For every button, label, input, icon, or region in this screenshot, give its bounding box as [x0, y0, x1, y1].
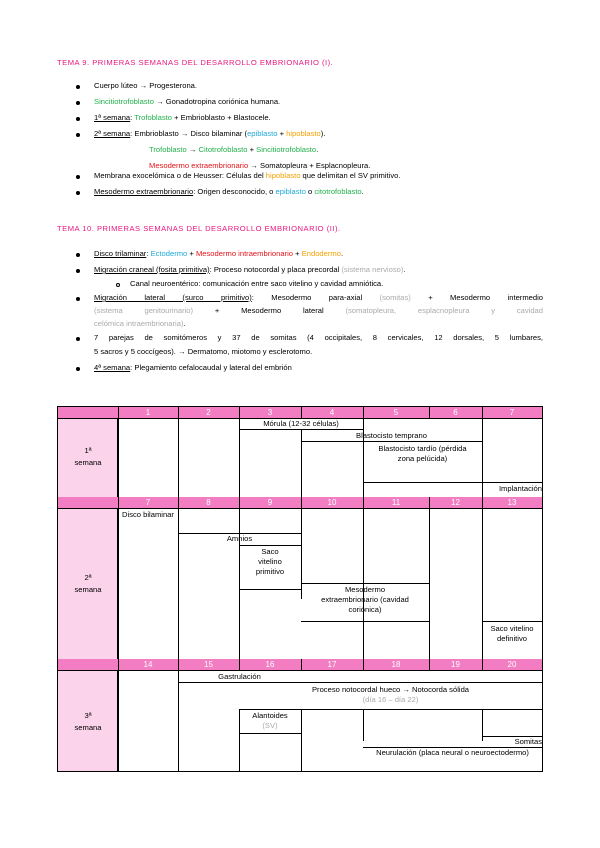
morula-cell: Mórula (12-32 células)	[263, 419, 339, 428]
day-number: 18	[391, 660, 401, 669]
bullet	[76, 133, 80, 137]
day-number: 2	[206, 408, 211, 417]
week1-label-line1: 1ª	[84, 446, 92, 455]
day-number: 8	[206, 498, 211, 507]
day-number: 15	[204, 660, 213, 669]
grid-line	[239, 709, 542, 710]
week3-label-line2: semana	[74, 723, 102, 732]
day-number: 14	[143, 660, 153, 669]
bullet	[76, 253, 80, 257]
grid-line	[239, 545, 301, 546]
day-number: 9	[267, 498, 273, 507]
grid-line	[239, 589, 301, 590]
grid-line	[301, 583, 429, 584]
week2-label-line2: semana	[74, 585, 102, 594]
day-number: 17	[327, 660, 337, 669]
tema9-title: TEMA 9. PRIMERAS SEMANAS DEL DESARROLLO EMBRIONARIO (I).	[57, 58, 334, 67]
grid-line	[363, 482, 542, 483]
grid-line	[118, 407, 119, 771]
day-number: 1	[145, 408, 151, 417]
bullet	[76, 367, 80, 371]
s10-line4a: Migración lateral (surco primitivo): Mesodermo para-axial (somitas) + Mesodermo intermedio	[94, 293, 544, 302]
blastocisto-tardio-cell: Blastocisto tardío (pérdida zona pelúcida)	[378, 444, 467, 463]
week2-label-line1: 2ª	[84, 573, 92, 582]
alantoides-cell: Alantoides	[252, 711, 288, 720]
alantoides-sv-cell: (SV)	[262, 721, 278, 730]
bullet	[76, 191, 80, 195]
somitas-cell: Somitas	[514, 737, 542, 746]
grid-line	[301, 710, 302, 771]
disco-bilaminar-cell: Disco bilaminar	[122, 510, 174, 519]
s10-line5b: 5 sacros y 5 coccígeos). → Dermatomo, miotomo y esclerotomo.	[94, 347, 313, 356]
bullet	[76, 337, 80, 341]
week1-label-line2: semana	[74, 458, 102, 467]
grid-line	[301, 497, 302, 509]
grid-line	[301, 441, 482, 442]
grid-line	[178, 407, 179, 771]
week3-label-line1: 3ª	[84, 711, 92, 720]
grid-line	[363, 509, 364, 659]
s9-line6: Mesodermo extraembrionario → Somatopleura + Esplacnopleura.	[149, 161, 371, 170]
grid-line	[239, 659, 240, 671]
s10-line4b: (sistema genitourinario) + Mesodermo lateral (somatopleura, esplacnopleura y cavidad	[94, 306, 543, 315]
s10-line2: Migración craneal (fosita primitiva): Proceso notocordal y placa precordal (sistema nervioso).	[94, 265, 406, 274]
s9-line4: 2ª semana: Embrioblasto → Disco bilaminar (epiblasto + hipoblasto).	[94, 129, 326, 138]
grid-line	[363, 497, 364, 509]
grid-line	[482, 659, 483, 671]
grid-line	[429, 407, 430, 419]
day-number: 6	[453, 408, 458, 417]
gastrulacion-cell: Gastrulación	[218, 672, 261, 681]
bullet	[76, 101, 80, 105]
bullet	[76, 117, 80, 121]
s9-line8: Mesodermo extraembrionario: Origen desconocido, o epiblasto o citotrofoblasto.	[94, 187, 364, 196]
embryo-timeline-table	[57, 406, 543, 772]
bullet	[76, 85, 80, 89]
day-number: 20	[507, 660, 517, 669]
week3-label-cell	[58, 671, 118, 771]
s10-line5a: 7 parejas de somitómeros y 37 de somitas (4 occipitales, 8 cervicales, 12 dorsales, 5 lumbares,	[94, 333, 543, 342]
s9-line7: Membrana exocelómica o de Heusser: Células del hipoblasto que delimitan el SV primitivo.	[94, 171, 401, 180]
s10-line6: 4ª semana: Plegamiento cefalocaudal y lateral del embrión	[94, 363, 292, 372]
day-number: 7	[509, 408, 515, 417]
tema10-title: TEMA 10. PRIMERAS SEMANAS DEL DESARROLLO EMBRIONARIO (II).	[57, 224, 341, 233]
grid-line	[429, 497, 430, 509]
s9-line2: Sincitiotrofoblasto → Gonadotropina coriónica humana.	[94, 97, 281, 106]
neurulacion-cell: Neurulación (placa neural o neuroectodermo)	[376, 748, 529, 757]
s9-line1: Cuerpo lúteo → Progesterona.	[94, 81, 197, 90]
day-number: 10	[327, 498, 337, 507]
day-number: 7	[145, 498, 151, 507]
s10-line3: Canal neuroentérico: comunicación entre saco vitelino y cavidad amniótica.	[130, 279, 384, 288]
grid-line	[301, 407, 302, 419]
grid-line	[363, 710, 364, 741]
proceso-dias-cell: (día 16 – día 22)	[362, 695, 419, 704]
day-number: 5	[393, 408, 399, 417]
day-number: 3	[267, 408, 273, 417]
proceso-notocordal-cell: Proceso notocordal hueco → Notocorda sólida	[311, 685, 470, 694]
day-number: 11	[391, 498, 401, 507]
s9-line5: Trofoblasto → Citotrofoblasto + Sincitiotrofoblasto.	[149, 145, 319, 154]
day-number: 12	[451, 498, 460, 507]
grid-line	[301, 659, 302, 671]
amnios-cell: Amnios	[226, 534, 253, 543]
grid-line	[239, 733, 301, 734]
grid-line	[482, 621, 542, 622]
day-number: 4	[329, 408, 335, 417]
grid-line	[429, 659, 430, 671]
bullet	[76, 297, 80, 301]
mesodermo-extra-cell: Mesodermo extraembrionario (cavidad coriónica)	[321, 585, 409, 614]
day-number: 16	[265, 660, 275, 669]
day-number: 13	[507, 498, 517, 507]
grid-line	[429, 509, 430, 659]
saco-definitivo-cell: Saco vitelino definitivo	[490, 624, 534, 643]
s10-line4c: celómica intraembrionaria).	[94, 319, 186, 328]
blastocisto-temprano-cell: Blastocisto temprano	[356, 431, 427, 440]
day-number: 19	[451, 660, 460, 669]
saco-primitivo-cell: Saco vitelino primitivo	[255, 547, 285, 576]
bullet	[76, 269, 80, 273]
grid-line	[482, 497, 483, 509]
grid-line	[301, 621, 429, 622]
implantacion-cell: Implantación	[498, 484, 542, 493]
grid-line	[301, 429, 302, 497]
bullet	[76, 175, 80, 179]
grid-line	[363, 659, 364, 671]
s10-line1: Disco trilaminar: Ectodermo + Mesodermo intraembrionario + Endodermo.	[94, 249, 344, 258]
s9-line3: 1ª semana: Trofoblasto + Embrioblasto + Blastocele.	[94, 113, 271, 122]
grid-line	[178, 682, 542, 683]
sub-bullet	[116, 283, 120, 287]
